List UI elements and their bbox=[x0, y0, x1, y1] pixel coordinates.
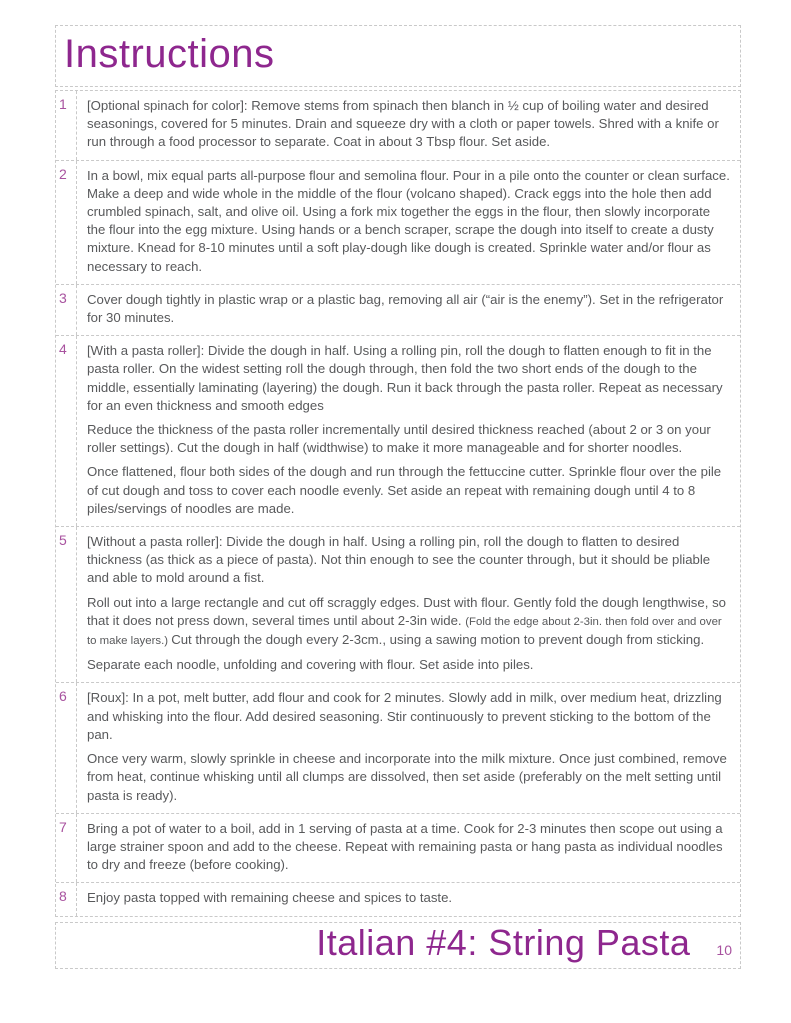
step-paragraph bbox=[87, 750, 730, 805]
step-text-segment: Cover dough tightly in plastic wrap or a plastic bag, removing all air (“air is the enemy”). Set in the refrigerator for 30 minutes. bbox=[87, 291, 724, 326]
footer-title: Italian #4: String Pasta bbox=[316, 921, 691, 963]
step-text-segment: Once very warm, slowly sprinkle in cheese and incorporate into the milk mixture. Once just combined, remove from heat, continue whisking until all clumps are dissolved, then set aside (preferably on the melt setting until pasta is ready). bbox=[87, 751, 727, 803]
step-row bbox=[56, 285, 740, 336]
step-number: 3 bbox=[56, 285, 77, 335]
step-paragraph bbox=[87, 342, 730, 415]
step-text bbox=[77, 883, 740, 915]
step-paragraph bbox=[87, 656, 730, 674]
step-text-segment: [Without a pasta roller]: Divide the dough in half. Using a rolling pin, roll the dough to flatten to desired thickness (as thick as a piece of pasta). Not thin enough to see the counter through, but it should be pliable and able to mold around a fist. bbox=[87, 534, 711, 586]
step-text-segment-small: (Fold the edge about 2-3in. then fold over and over to make layers.) bbox=[87, 615, 722, 648]
step-paragraph bbox=[87, 689, 730, 744]
step-text-segment: [With a pasta roller]: Divide the dough in half. Using a rolling pin, roll the dough to flatten enough to fit in the pasta roller. On the widest setting roll the dough through, then fold the two short ends of the dough to the middle, essentially laminating (layering) the dough. Run it back through the pasta roller. Repeat as necessary for an even thickness and smooth edges bbox=[87, 343, 723, 413]
step-number: 4 bbox=[56, 336, 77, 526]
step-paragraph bbox=[87, 889, 730, 907]
footer-box bbox=[55, 922, 741, 969]
step-paragraph bbox=[87, 463, 730, 518]
step-paragraph bbox=[87, 820, 730, 875]
page-title: Instructions bbox=[64, 32, 275, 76]
step-paragraph bbox=[87, 167, 730, 276]
step-text bbox=[77, 336, 740, 526]
step-row bbox=[56, 883, 740, 915]
step-row bbox=[56, 336, 740, 527]
step-row bbox=[56, 91, 740, 161]
step-row bbox=[56, 527, 740, 683]
step-number: 1 bbox=[56, 91, 77, 160]
step-number: 7 bbox=[56, 814, 77, 883]
page-number: 10 bbox=[716, 941, 732, 958]
step-text bbox=[77, 527, 740, 682]
step-text-segment: Separate each noodle, unfolding and covering with flour. Set aside into piles. bbox=[87, 657, 534, 673]
step-paragraph bbox=[87, 291, 730, 327]
step-paragraph bbox=[87, 421, 730, 457]
step-row bbox=[56, 683, 740, 813]
step-text bbox=[77, 91, 740, 160]
step-text-segment: Enjoy pasta topped with remaining cheese and spices to taste. bbox=[87, 890, 453, 906]
step-text-segment: In a bowl, mix equal parts all-purpose flour and semolina flour. Pour in a pile onto the counter or clean surface. Make a deep and wide whole in the middle of the flour (volcano shaped). Crack eggs into the hole then add crumbled spinach, salt, and olive oil. Using a fork mix together the eggs in the flour, then slowly incorporate the flour into the egg mixture. Using hands or a bench scraper, scrape the dough into itself to create a dusty mixture. Knead for 8-10 minutes until a soft play-dough like dough is created. Sprinkle water and/or flour as necessary to reach. bbox=[87, 167, 730, 274]
page-content bbox=[55, 25, 741, 969]
step-number: 5 bbox=[56, 527, 77, 682]
step-text bbox=[77, 161, 740, 284]
step-text bbox=[77, 285, 740, 335]
step-paragraph bbox=[87, 594, 730, 651]
step-text bbox=[77, 814, 740, 883]
step-paragraph bbox=[87, 533, 730, 588]
step-text-segment: [Roux]: In a pot, melt butter, add flour and cook for 2 minutes. Slowly add in milk, over medium heat, drizzling and whisking into the flour. Add desired seasoning. Stir continuously to prevent sticking to the bottom of the pan. bbox=[87, 690, 722, 742]
step-text-segment: Cut through the dough every 2-3cm., using a sawing motion to prevent dough from sticking. bbox=[171, 632, 705, 648]
step-paragraph bbox=[87, 97, 730, 152]
step-text-segment: Roll out into a large rectangle and cut off scraggly edges. Dust with flour. Gently fold the dough lengthwise, so that it does not press down, several times until about 2-3in wide. bbox=[87, 594, 726, 628]
step-text-segment: Reduce the thickness of the pasta roller incrementally until desired thickness reached (about 2 or 3 on your roller settings). Cut the dough in half (widthwise) to make it more manageable and for shorter noodles. bbox=[87, 422, 711, 456]
step-row bbox=[56, 814, 740, 884]
step-row bbox=[56, 161, 740, 285]
title-box bbox=[55, 25, 741, 87]
step-text-segment: [Optional spinach for color]: Remove stems from spinach then blanch in ½ cup of boiling water and desired seasonings, covered for 5 minutes. Drain and squeeze dry with a cloth or paper towels. Shred with a knife or run through a food processor to separate. Coat in about 3 Tbsp flour. Set aside. bbox=[87, 98, 719, 150]
step-text-segment: Bring a pot of water to a boil, add in 1 serving of pasta at a time. Cook for 2-3 minutes then scope out using a large strainer spoon and add to the cheese. Repeat with remaining pasta or hang pasta as individual noodles to dry and freeze (before cooking). bbox=[87, 820, 723, 873]
step-text bbox=[77, 683, 740, 812]
steps-table bbox=[55, 90, 741, 917]
step-number: 2 bbox=[56, 161, 77, 284]
step-number: 8 bbox=[56, 883, 77, 915]
step-text-segment: Once flattened, flour both sides of the dough and run through the fettuccine cutter. Sprinkle flour over the pile of cut dough and toss to cover each noodle evenly. Set aside an repeat with remaining dough until 4 to 8 piles/servings of noodles are made. bbox=[87, 464, 722, 516]
step-number: 6 bbox=[56, 683, 77, 812]
